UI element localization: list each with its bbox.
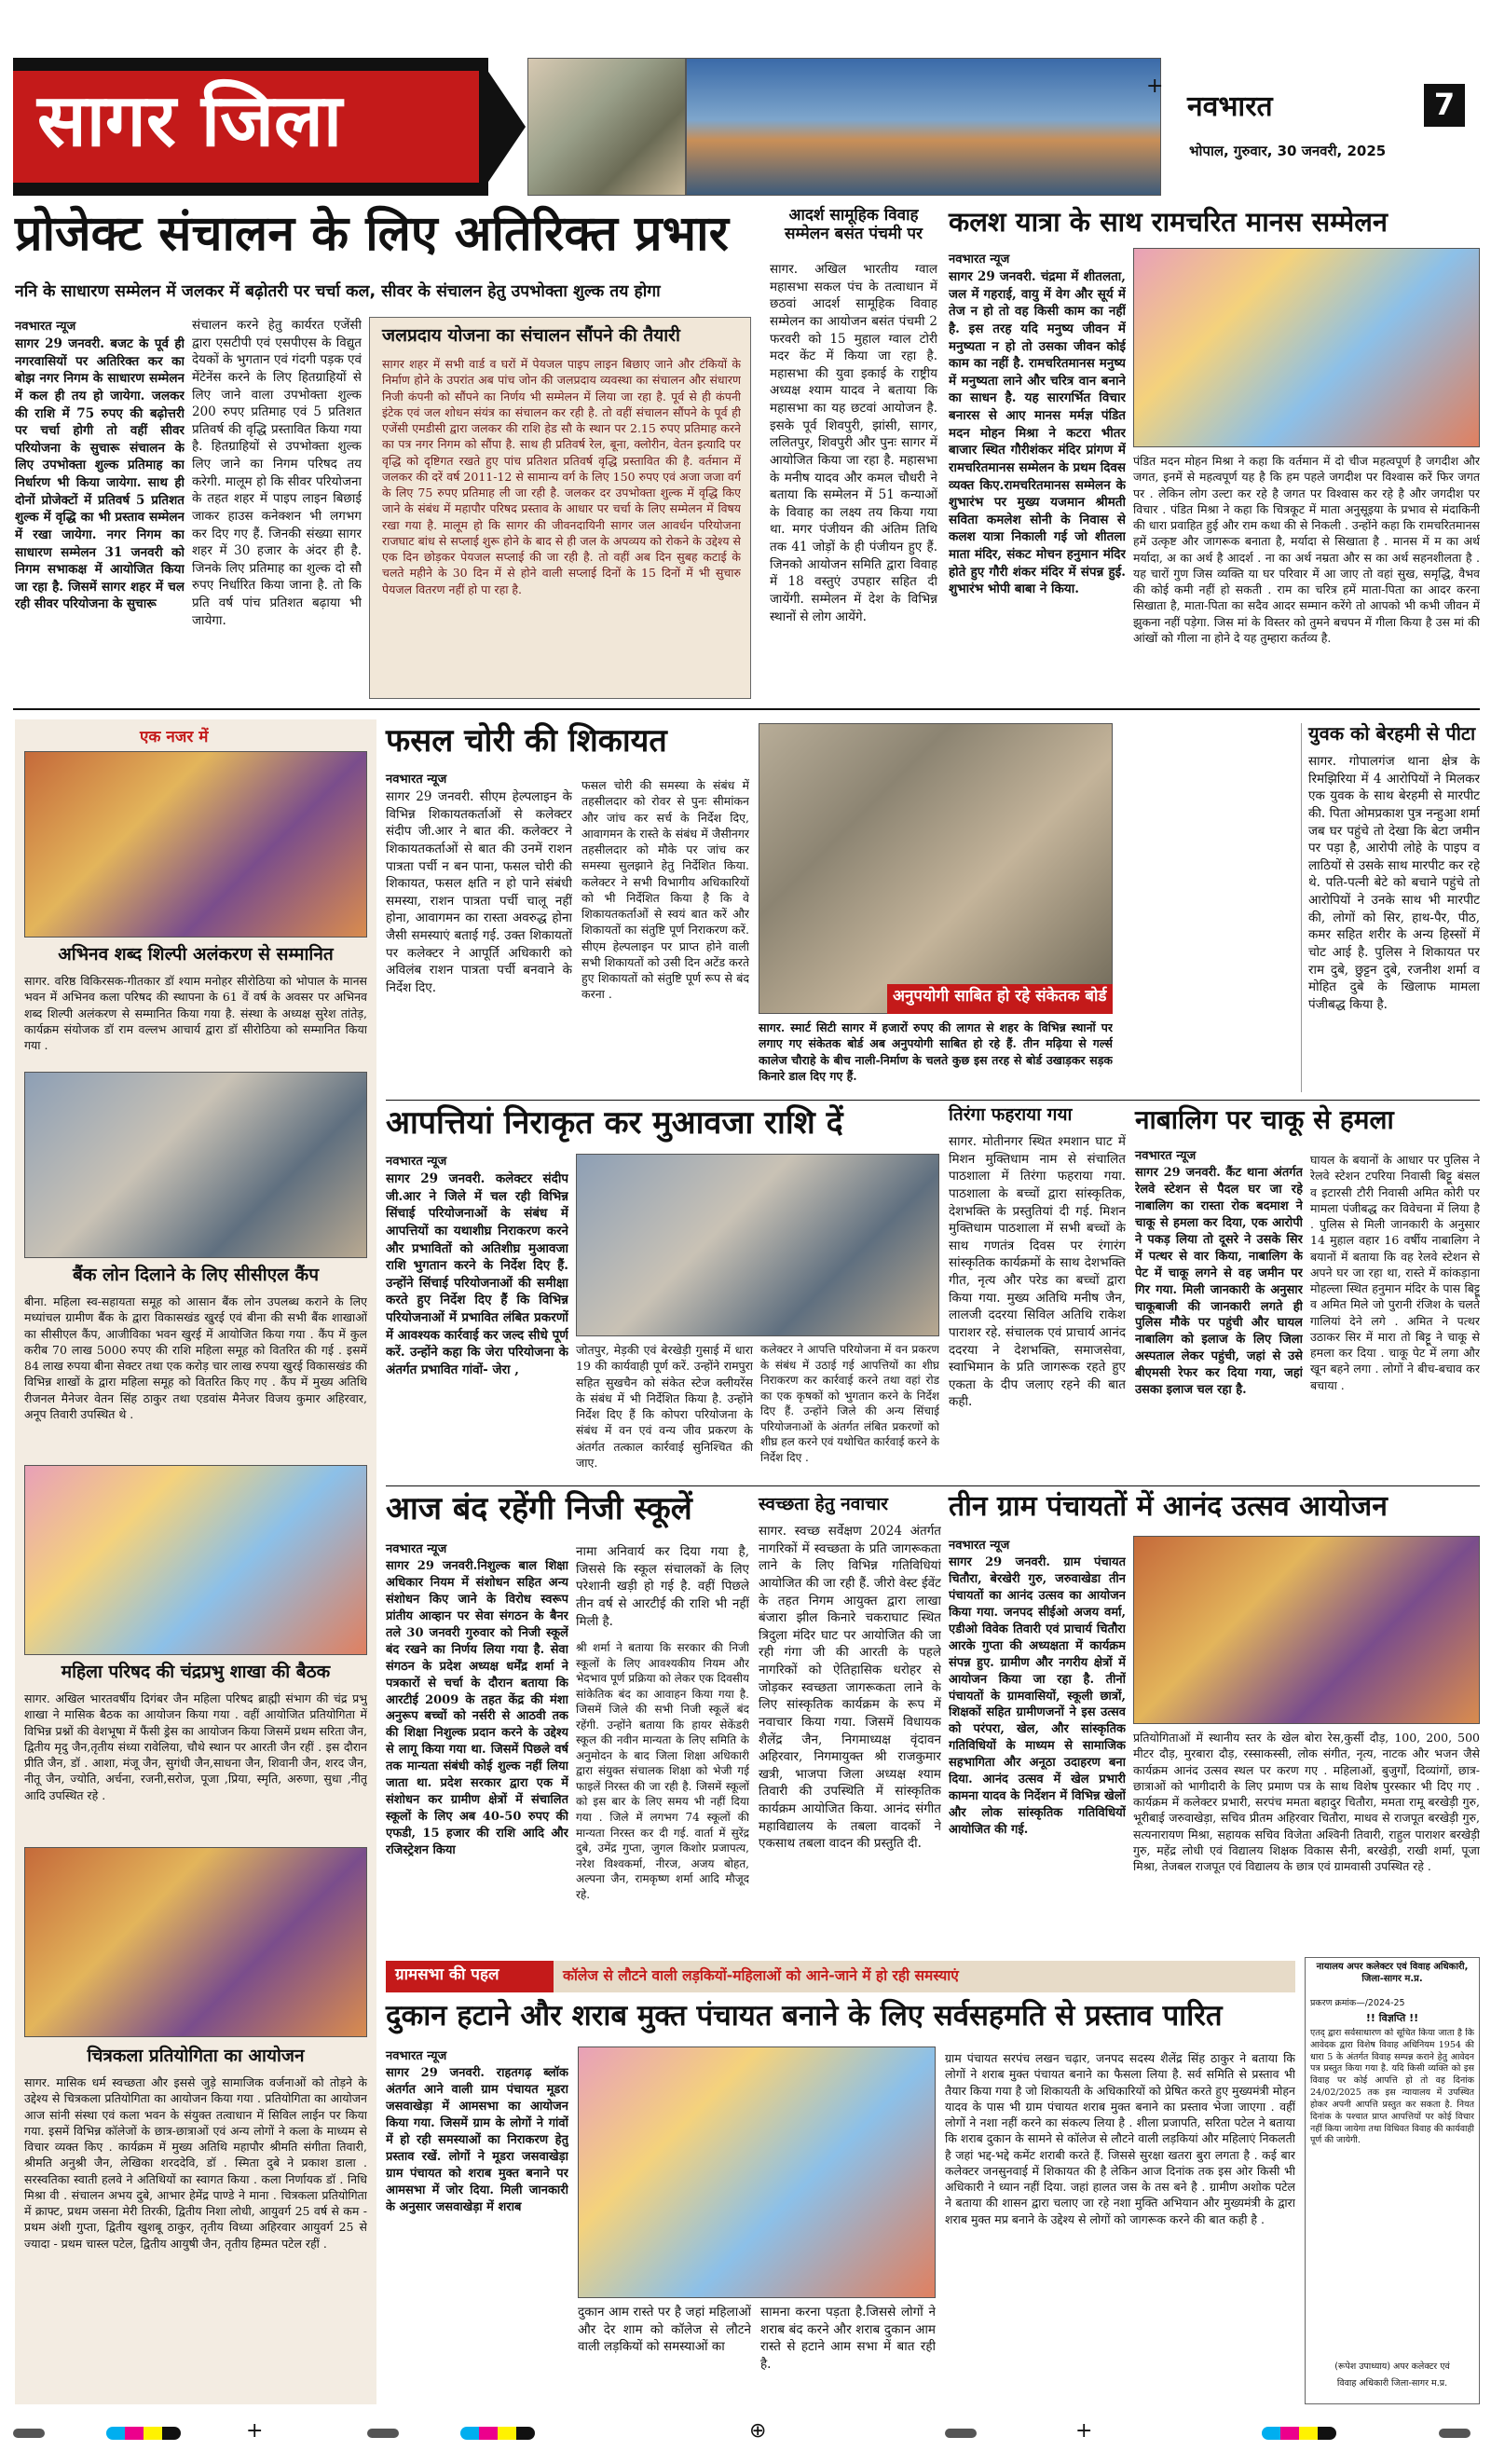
gramsabha-photo: [578, 2046, 936, 2298]
gramsabha-label: ग्रामसभा की पहल: [395, 1965, 499, 1984]
divider-row2: [386, 1100, 1480, 1101]
schools-headline: आज बंद रहेंगी निजी स्कूलें: [386, 1490, 692, 1527]
ek-nazar-photo4: [24, 1847, 367, 2037]
ek-nazar-item2-headline: बैंक लोन दिलाने के लिए सीसीएल कैंप: [72, 1265, 320, 1285]
cmyk-dots: [106, 2427, 181, 2440]
panchayat-headline: तीन ग्राम पंचायतों में आनंद उत्सव आयोजन: [949, 1490, 1388, 1523]
ek-nazar-item3-body: सागर. अखिल भारतवर्षीय दिगंबर जैन महिला परिषद ब्राह्मी संभाग की चंद्र प्रभु शाखा ने मासिक बैठक का आयोजन किया गया . वहीं आयोजित प्रतियोगिता में विभिन्न प्रश्नों की वेशभूषा में फैंसी ड्रेस का आयोजन किया जिसमें प्रथम सरिता जैन, द्वितीय मृदु जैन,तृतीय संध्या रावेलिया, चौथे स्थान पर आरती जैन रहीं . इस दौरान प्रीति जैन, डॉ . आशा, मंजू जैन, सुगंधी जैन,साधना जैन, शिवानी जैन, शरद जैन, नीतू जैन, ज्योति, अर्चना, रजनी,सरोज, पूजा ,प्रिया, स्मृति, अरुणा, सुधा ,नीतू आदि उपस्थित रहे .: [24, 1691, 367, 1802]
panchayat-body2: प्रतियोगिताओं में स्थानीय स्तर के खेल बोरा रेस,कुर्सी दौड़, 100, 200, 500 मीटर दौड़, मुरबारा दौड़, रस्साकस्सी, लोक संगीत, नृत्य, नाटक और भजन जैसे कार्यक्रम आनंद उत्सव स्थल पर करण गए . महिलाओं, बुजुर्गों, दिव्यांगों, छात्र-छात्राओं को भागीदारी के लिए प्रमाण पत्र के साथ विशेष पुरस्कार भी दिए गए . कार्यक्रम में कलेक्टर प्रभारी, सरपंच ममता बहादुर चितौरा, ममता रामू बरखेड़ी गुरु, भूरीबाई जरुवाखेड़ा, सचिव प्रीतम अहिरवार चितौरा, माधव से राजपूत बरखेड़ी गुरु, सत्यनारायण मिश्रा, सहायक सचिव विजेता अश्विनी तिवारी, राहुल पाराशर बरखेड़ी गुरु, महेंद्र लोधी एवं विद्यालय शिक्षक विकास सैनी, बरखेड़ी, राखी शर्मा, पूजा मिश्रा, तेजबल राजपूत एवं विद्यालय के छात्र एवं ग्रामवासी उपस्थित रहे .: [1133, 1731, 1480, 1873]
fasal-headline: फसल चोरी की शिकायत: [386, 722, 667, 760]
gramsabha-tagline: कॉलेज से लौटने वाली लड़कियों-महिलाओं को आने-जाने में हो रही समस्याएं: [563, 1967, 959, 1984]
gramsabha-body3: सामना करना पड़ता है.जिससे लोगों ने शराब बंद करने और शराब दुकान आम रास्ते से हटाने आम सभा में बात रही है.: [760, 2305, 936, 2372]
gramsabha-body4: ग्राम पंचायत सरपंच लखन चढ़ार, जनपद सदस्य शैलेंद्र सिंह ठाकुर ने बताया कि लोगों ने शराब मुक्त पंचायत बनाने का फैसला लिया है. सर्व समिति से प्रस्ताव भी तैयार किया गया है जो शिकायती के अधिकारियों को प्रेषित करते हुए मुख्यमंत्री मोहन यादव के पास भी ग्राम पंचायत शराब मुक्त बनाने का प्रस्ताव भेजा जाएगा . वहीं लोगों ने नशा नहीं करने का संकल्प लिया है . शीला प्रजापति, सरिता पटेल ने बताया कि शराब दुकान के सामने से कॉलेज से लौटने वाली लड़कियां और महिलाएं निकलती है जहां भद्द-भद्दे कमेंट शराबी करते हैं. जिससे सुरक्षा खतरा बुरा लगता है . कई बार कलेक्टर जनसुनवाई में शिकायत की है लेकिन आज दिनांक तक इस ओर किसी भी अधिकारी ने ध्यान नहीं दिया. जहां हालत जस के तस बने है . ग्रामीण अशोक पटेल ने बताया की शासन द्वारा चलाए जा रहे नशा मुक्ति अभियान और मुख्यमंत्री के द्वारा शराब मुक्त मप्र बनाने के उद्देश्य से लोगों को जागरूक करने की बात कही है .: [945, 2051, 1295, 2226]
swachhata-headline: स्वच्छता हेतु नवाचार: [759, 1494, 888, 1514]
ek-nazar-photo1: [24, 751, 367, 938]
kalash-headline: कलश यात्रा के साथ रामचरित मानस सम्मेलन: [949, 206, 1388, 238]
notice-title: !! विज्ञप्ति !!: [1365, 2012, 1419, 2024]
notice-sign1: (रूपेश उपाध्याय) अपर कलेक्टर एवं: [1334, 2361, 1450, 2372]
gramsabha-byline: नवभारत न्यूज: [386, 2049, 447, 2063]
aapatti-headline: आपत्तियां निराकृत कर मुआवजा राशि दें: [386, 1104, 843, 1142]
ek-nazar-label: एक नजर में: [140, 728, 209, 746]
brand-logo: नवभारत: [1187, 90, 1273, 123]
registration-mark: [1439, 2429, 1470, 2438]
ek-nazar-item1-body: सागर. वरिष्ठ विकिरसक-गीतकार डॉ श्याम मनोहर सीरोठिया को भोपाल के मानस भवन में अभिनव कला परिषद की स्थापना के 61 वें वर्ष के अवसर पर अभिनव शब्द शिल्पी अलंकरण से सम्मानित किया गया है. संस्था के अध्यक्ष सुरेश तांतेड़, कार्यक्रम संयोजक डॉ राम वल्लभ आचार्य द्वारा डॉ सीरोठिया को सम्मानित किया गया .: [24, 974, 367, 1052]
schools-body: सागर 29 जनवरी.निशुल्क बाल शिक्षा अधिकार नियम में संशोधन सहित अन्य संशोधन किए जाने के विरोध स्वरूप प्रांतीय आव्हान पर सेवा संगठन के बैनर तले 30 जनवरी गुरुवार को निजी स्कूलें बंद रखने का निर्णय लिया गया है. सेवा संगठन के प्रदेश अध्यक्ष धर्मेंद्र शर्मा ने पत्रकारों से चर्चा के दौरान बताया कि आरटीई 2009 के तहत केंद्र की मंशा अनुरूप बच्चों को नर्सरी से आठवी तक की शिक्षा निशुल्क प्रदान करने के उद्देश्य से लागू किया गया था. जिसमें पिछले वर्ष तक मान्यता संबंधी कोई शुल्क नहीं लिया जाता था. प्रदेश सरकार द्वारा एक में संशोधन कर ग्रामीण क्षेत्रों में संचालित स्कूलों के लिए अब 40-50 रुपए की एफडी, 15 हजार की राशि आदि और रजिस्ट्रेशन किया: [386, 1559, 568, 1857]
notice-sign2: विवाह अधिकारी जिला-सागर म.प्र.: [1336, 2378, 1448, 2389]
page-number: 7: [1433, 87, 1456, 122]
notice-body: एतद् द्वारा सर्वसाधारण को सूचित किया जाता है कि आवेदक द्वारा विशेष विवाह अधिनियम 1954 की धारा 5 के अंतर्गत विवाह सम्पन्न कराने हेतु आवेदन पत्र प्रस्तुत किया गया है. यदि किसी व्यक्ति को इस विवाह पर कोई आपत्ति हो तो वह दिनांक 24/02/2025 तक इस न्यायालय में उपस्थित होकर अपनी आपत्ति प्रस्तुत कर सकता है. नियत दिनांक के पश्चात प्राप्त आपत्तियों पर कोई विचार नहीं किया जायेगा तथा विधिवत विवाह की कार्यवाही पूर्ण की जायेगी.: [1310, 2028, 1474, 2146]
chaku-body2: घायल के बयानों के आधार पर पुलिस ने रेलवे स्टेशन टपरिया निवासी बिट्टू बंसल व इटारसी टौरी निवासी अमित कोरी पर मामला पंजीबद्ध कर विवेचना में लिया है . पुलिस से मिली जानकारी के अनुसार 14 मुहाल वहार 16 वर्षीय नाबालिग ने बयानों में बताया कि वह रेलवे स्टेशन से अपने घर जा रहा था, रास्ते में कांकड़ाना मोहल्ला स्थित हनुमान मंदिर के पास बिट्टू व अमित मिले जो पुरानी रंजिश के चलते गालियां देने लगे . अमित ने पत्थर उठाकर सिर में मारा तो बिट्टू ने चाकू से हमला कर दिया . चाकू पेट में लगा और खून बहने लगा . लोगों ने बीच-बचाव कर बचाया .: [1310, 1153, 1480, 1392]
vivah-headline: आदर्श सामूहिक विवाह सम्मेलन बसंत पंचमी पर: [785, 206, 923, 243]
board-photo: [759, 723, 1113, 1014]
aapatti-body3: कलेक्टर ने आपत्ति परियोजना में वन प्रकरण के संबंध में उठाई गई आपत्तियों का शीघ्र निराकरण कर कार्रवाई करने तथा वहां रोड का एक कृषकों को भुगतान करने के निर्देश दिए हैं. उन्होंने जिले की अन्य सिंचाई परियोजनाओं के अंतर्गत लंबित प्रकरणों को शीघ्र हल करने एवं यथोचित कार्रवाई करने के निर्देश दिए .: [760, 1343, 939, 1464]
lead-col2: संचालन करने हेतु कार्यरत एजेंसी द्वारा एसटीपी एवं एसपीएस के विद्युत देयकों के भुगतान एवं गंदगी पड़क एवं मेंटेनेंस करने के लिए हितग्राहियों से लिए जाने वाला उपभोक्ता शुल्क 200 रुपए प्रतिमाह एवं 5 प्रतिशत प्रतिवर्ष की वृद्धि प्रस्तावित किया गया है. हितग्राहियों से उपभोक्ता शुल्क लिए जाने का निगम परिषद तय करेगी. मालूम हो कि सीवर परियोजना के तहत शहर में पाइप लाइन बिछाई जाकर हाउस कनेक्शन भी लगभग कर दिए गए हैं. जिनकी संख्या सागर शहर में 30 हजार के अंदर ही है. जिनके लिए प्रतिमाह का शुल्क दो सौ रुपए निर्धारित किया जाना है. तो कि प्रति वर्ष पांच प्रतिशत बढ़ाया भी जायेगा.: [192, 318, 362, 628]
masthead: [13, 58, 1478, 196]
schools-body2: नामा अनिवार्य कर दिया गया है, जिससे कि स्कूल संचालकों के लिए परेशानी खड़ी हो गई है. वहीं पिछले तीन वर्ष से आरटीई की राशि भी नहीं मिली है.: [576, 1544, 749, 1629]
fasal-body: सागर 29 जनवरी. सीएम हेल्पलाइन के विभिन्न शिकायतकर्ताओं से कलेक्टर संदीप जी.आर ने बात की. कलेक्टर ने शिकायतकर्ताओं से बात की उनमें राशन पात्रता पर्ची न बन पाना, फसल चोरी की शिकायत, फसल क्षति न हो पाने संबंधी समस्या, राशन पात्रता पर्ची चालू नहीं होना, आवागमन का रास्ता अवरुद्ध होना जैसी समस्याएं बताई गई. उक्त शिकायतों पर कलेक्टर ने आपूर्ति अधिकारी को अविलंब राशन पात्रता पर्ची बनवाने के निर्देश दिए.: [386, 789, 572, 995]
crop-mark-icon: +: [1146, 75, 1164, 98]
panchayat-body: सागर 29 जनवरी. ग्राम पंचायत चितौरा, बेरखेरी गुरु, जरुवाखेडा तीन पंचायतों का आनंद उत्सव का आयोजन किया गया. जनपद सीईओ अजय वर्मा, एडीओ विवेक तिवारी एवं प्राचार्य चितौरा आरके गुप्ता की अध्यक्षता में कार्यक्रम संपन्न हुए. ग्रामीण और नगरीय क्षेत्रों में आयोजन किया जा रहा है. तीनों पंचायतों के ग्रामवासियों, स्कूली छात्रों, शिक्षकों सहित ग्रामीणजनों ने इस उत्सव को परंपरा, खेल, और सांस्कृतिक गतिविधियों के माध्यम से सामाजिक सहभागिता और अनूठा उदाहरण बना दिया. आनंद उत्सव में खेल प्रभारी कामना यादव के निर्देशन में विभिन्न खेलों और लोक सांस्कृतिक गतिविधियों आयोजित की गई.: [949, 1555, 1126, 1837]
lead-sidebar-title: जलप्रदाय योजना का संचालन सौंपने की तैयारी: [382, 325, 680, 346]
divider-row3: [386, 1485, 1480, 1486]
footer-registration: [13, 2419, 1478, 2447]
aapatti-body2: जोतपुर, मेड़की एवं बेरखेड़ी गुसाई में धारा 19 की कार्यवाही पूर्ण करें. उन्होंने रामपुरा सहित सुखचैन को संकेत स्टेज क्लीयरेंस के संबंध में भी निर्देशित किया है. उन्होंने निर्देश दिए हैं कि कोपरा परियोजना के संबंध में वन एवं वन्य जीव प्रकरण के अंतर्गत तत्काल कार्रवाई सुनिश्चित की जाए.: [576, 1343, 753, 1470]
lead-deck: ननि के साधारण सम्मेलन में जलकर में बढ़ोतरी पर चर्चा कल, सीवर के संचालन हेतु उपभोक्ता शुल्क तय होगा: [15, 282, 661, 301]
kalash-body2: पंडित मदन मोहन मिश्रा ने कहा कि वर्तमान में दो चीज महत्वपूर्ण है जगदीश और जगत, इनमें से महत्वपूर्ण यह है कि हम पहले जगदीश पर विश्वास करें फिर जगत पर . लेकिन लोग उल्टा कर रहे है जगत पर विश्वास कर रहे है और जगदीश पर विचार . पंडित मिश्रा ने कहा कि चित्रकूट में माता अनुसूइया के प्रभाव से मंदाकिनी की धारा प्रवाहित हुई और राम कथा की से निकली . उन्होंने कहा कि रामचरितमानस हमें उत्कृष्ट और जागरूक बनाता है, मर्यादा से सिखाता है . मानस में म का अर्थ मर्यादा, अ का अर्थ है आदर्श . ना का अर्थ नम्रता और स का अर्थ सहनशीलता है . यह चारों गुण जिस व्यक्ति या घर परिवार में आ जाए तो वहां सुख, समृद्धि, वैभव की कोई कमी नहीं हो सकती . राम का चरित्र हमें माता-पिता का आदर करना सिखाता है, माता-पिता का सदैव आदर सम्मान करेंगे तो आपको भी कभी जीवन में झुकना नहीं पड़ेगा. जिस मां के विस्तर को तुमने बचपन में गीला किया है उस मां की आंखों को गीला ना होने दे यह तुम्हारा कर्तव्य है.: [1133, 454, 1480, 645]
yuvak-divider: [1301, 723, 1302, 1092]
tiranga-headline: तिरंगा फहराया गया: [949, 1104, 1073, 1125]
banner-triangle: [479, 58, 526, 196]
ek-nazar-photo2: [24, 1072, 367, 1258]
chaku-byline: नवभारत न्यूज: [1135, 1149, 1197, 1163]
crop-mark-icon: +: [246, 2419, 264, 2443]
banner-photo-lake: [686, 58, 1164, 196]
registration-mark: [945, 2429, 977, 2438]
swachhata-body: सागर. स्वच्छ सर्वेक्षण 2024 अंतर्गत नागरिकों में स्वच्छता के प्रति जागरूकता लाने के लिए विभिन्न गतिविधियां आयोजित की जा रही हैं. जीरो वेस्ट ईवेंट के तहत निगम आयुक्त द्वारा लाखा बंजारा झील किनारे चकराघाट स्थित त्रिदुला मंदिर घाट पर आयोजित की जा रही गंगा जी की आरती के पहले नागरिकों को ऐतिहासिक धरोहर से जोड़कर स्वच्छता जागरूकता लाने के लिए सांस्कृतिक कार्यक्रम के रूप में नवाचार किया गया. जिसमें विधायक शैलेंद्र जैन, निगमाध्यक्ष वृंदावन अहिरवार, निगमायुक्त श्री राजकुमार खत्री, भाजपा जिला अध्यक्ष श्याम तिवारी की उपस्थिति में सांस्कृतिक कार्यक्रम आयोजित किया. आनंद संगीत महाविद्यालय के तबला वादकों ने एकसाथ तबला वादन की प्रस्तुति दी.: [759, 1524, 941, 1852]
ek-nazar-photo3: [24, 1465, 367, 1655]
panchayat-photo: [1133, 1536, 1480, 1724]
gramsabha-headline: दुकान हटाने और शराब मुक्त पंचायत बनाने के लिए सर्वसहमति से प्रस्ताव पारित: [386, 1999, 1223, 2033]
lead-col1: सागर 29 जनवरी. बजट के पूर्व ही नगरवासियों पर अतिरिक्त कर का बोझ नगर निगम के साधारण सम्मेलन में कल ही तय हो जायेगा. जलकर की राशि में 75 रुपए की बढ़ोत्तरी पर चर्चा होगी तो वहीं सीवर परियोजना के सुचारू संचालन के लिए उपभोक्ता शुल्क प्रतिमाह का निर्धारण भी किया जायेगा. साथ ही दोनों प्रोजेक्टों में प्रतिवर्ष 5 प्रतिशत शुल्क में वृद्धि का भी प्रस्ताव सम्मेलन में रखा जायेगा. नगर निगम का साधारण सम्मेलन 31 जनवरी को निगम सभाकक्ष में आयोजित किया जा रहा है. जिसमें सागर शहर में चल रही सीवर परियोजना के सुचारू: [15, 336, 185, 612]
schools-body3: श्री शर्मा ने बताया कि सरकार की निजी स्कूलों के लिए आवश्यकीय नियम और भेदभाव पूर्ण प्रक्रिया को लेकर एक दिवसीय सांकेतिक बंद का आवाहन किया गया है. जिसमें जिले की सभी निजी स्कूलें बंद रहेंगी. उन्होंने बताया कि हायर सेकेंडरी स्कूल की नवीन मान्यता के लिए समिति के अनुमोदन के बाद जिला शिक्षा अधिकारी द्वारा संयुक्त संचालक शिक्षा को भेजी गई फाइलें निरस्त की जा रही है. जिसमें स्कूलों को इस बार के लिए समय भी नहीं दिया गया . जिले में लगभग 74 स्कूलों की मान्यता निरस्त कर दी गई. वार्ता में सुरेंद्र दुबे, उमेंद्र गुप्ता, जुगल किशोर प्रजापत्य, नरेश विश्वकर्मा, नीरज, अजय बोहत, अल्पना जैन, रामकृष्ण शर्मा आदि मौजूद रहे.: [576, 1641, 749, 1901]
fasal-body2: फसल चोरी की समस्या के संबंध में तहसीलदार को रोवर से पुनः सीमांकन और जांच कर सर्च के निर्देश दिए, आवागमन के रास्ते के संबंध में जैसीनगर तहसीलदार को मौके पर जांच कर समस्या सुलझाने हेतु निर्देशित किया. कलेक्टर ने सभी विभागीय अधिकारियों को भी निर्देशित किया है कि वे शिकायतकर्ताओं से स्वयं बात करें और शिकायतों का संतुष्टि पूर्ण निराकरण करें. सीएम हेल्पलाइन पर प्राप्त होने वाली सभी शिकायतों को उसी दिन अटेंड करते हुए शिकायतों को संतुष्टि पूर्ण रूप से बंद करना .: [581, 778, 749, 1002]
cmyk-dots: [460, 2427, 535, 2440]
tiranga-body: सागर. मोतीनगर स्थित श्मशान घाट में मिशन मुक्तिधाम नाम से संचालित पाठशाला में तिरंगा फहराया गया. पाठशाला के बच्चों द्वारा सांस्कृतिक, देशभक्ति के प्रस्तुतियां दी गई. मिशन मुक्तिधाम पाठशाला में सभी बच्चों के साथ गणतंत्र दिवस पर रंगारंग सांस्कृतिक कार्यक्रमों के साथ देशभक्ति गीत, नृत्य और परेड का बच्चों द्वारा किया गया. मुख्य अतिथि मनीष जैन, लालजी ददरया सिविल अतिथि राकेश पाराशर रहे. संचालक एवं प्राचार्य आनंद ददरया ने देशभक्ति, समाजसेवा, स्वाभिमान के प्रति जागरूक रहते हुए एकता के दीप जलाए रहने की बात कही.: [949, 1134, 1126, 1410]
ek-nazar-item4-headline: चित्रकला प्रतियोगिता का आयोजन: [87, 2046, 305, 2066]
schools-byline: नवभारत न्यूज: [386, 1542, 447, 1556]
chaku-body: सागर 29 जनवरी. कैंट थाना अंतर्गत रेलवे स्टेशन से पैदल घर जा रहे नाबालिग का रास्ता रोक बदमाश ने चाकू से हमला कर दिया, एक आरोपी ने पकड़ लिया तो दूसरे ने उसके सिर में पत्थर से वार किया, नाबालिग के पेट में चाकू लगने से वह जमीन पर गिर गया. मिली जानकारी के अनुसार चाकूबाजी की जानकारी लगते ही पुलिस मौके पर पहुंची और घायल नाबालिग को इलाज के लिए जिला अस्पताल लेकर पहुंची, जहां से उसे बीएमसी रेफर कर दिया गया, जहां उसका इलाज चल रहा है.: [1135, 1166, 1303, 1398]
dateline: भोपाल, गुरुवार, 30 जनवरी, 2025: [1189, 143, 1387, 159]
lead-headline: प्रोजेक्ट संचालन के लिए अतिरिक्त प्रभार: [15, 206, 729, 262]
registration-mark: [13, 2429, 45, 2438]
board-caption: सागर. स्मार्ट सिटी सागर में हजारों रुपए की लागत से शहर के विभिन्न स्थानों पर लगाए गए संकेतक बोर्ड अब अनुपयोगी साबित हो रहे हैं. तीन मढ़िया से गर्ल्स कालेज चौराहे के बीच नाली-निर्माण के चलते कुछ इस तरह से बोर्ड उखाड़कर सड़क किनारे डाल दिए गए हैं.: [759, 1020, 1113, 1083]
cmyk-dots: [1262, 2427, 1336, 2440]
yuvak-body: सागर. गोपालगंज थाना क्षेत्र के रिमझिरिया में 4 आरोपियों ने मिलकर एक युवक के साथ बेरहमी से मारपीट की. पिता ओमप्रकाश पुत्र नन्हुआ शर्मा जब घर पहुंचे तो देखा कि बेटा जमीन पर पड़ा है, आरोपी लोहे के पाइप व लाठियों से उसके साथ मारपीट कर रहे थे. पति-पत्नी बेटे को बचाने पहुंचे तो आरोपियों ने उनके साथ भी मारपीट की, लोगों को सिर, हाथ-पैर, पीठ, कमर सहित शरीर के अन्य हिस्सों में चोट आई है. पुलिस ने शिकायत पर राम दुबे, छुट्टन दुबे, रजनीश शर्मा व मोहित दुबे के खिलाफ मामला पंजीबद्ध किया है.: [1308, 754, 1480, 1012]
board-headline: अनुपयोगी साबित हो रहे संकेतक बोर्ड: [893, 987, 1107, 1006]
aapatti-byline: नवभारत न्यूज: [386, 1155, 447, 1169]
section-title: सागर जिला: [37, 79, 343, 163]
divider-row1: [13, 708, 1480, 710]
ek-nazar-item2-body: बीना. महिला स्व-सहायता समूह को आसान बैंक लोन उपलब्ध कराने के लिए मध्यांचल ग्रामीण बैंक के द्वारा विकासखंड खुरई एवं बीना की सभी बैंक शाखाओं का सीसीएल कैंप, आजीविका भवन खुरई में आयोजित किया गया . कैंप में कुल करीब 70 लाख 5000 रुपए की राशि महिला समूह को वितरित की गई . इसमें 84 लाख रुपया बीना सेक्टर तथा एक करोड़ चार लाख रुपया खुरई विकासखंड की विभिन्न शाखों के द्वारा महिला समूह को वितरित किए गए . कैंप में मुख्य अतिथि रीजनल मैनेजर वेतन सिंह ठाकुर तथा एडवांस मैनेजर विजय कुमार अहिरवार, अनूप तिवारी उपस्थित थे .: [24, 1294, 367, 1421]
notice-header: नायालय अपर कलेक्टर एवं विवाह अधिकारी, जिला-सागर म.प्र.: [1316, 1962, 1469, 1984]
banner-photo-fort: [527, 58, 686, 196]
ek-nazar-item4-body: सागर. मासिक धर्म स्वच्छता और इससे जुड़े सामाजिक वर्जनाओं को तोड़ने के उद्देश्य से चित्रकला प्रतियोगिता का आयोजन किया गया . प्रतियोगिता का आयोजन आज सांनी संस्था एवं कला भवन के संयुक्त तत्वाधान में सिविल लाईन पर किया गया. इसमें विभिन्न कॉलेजों के छात्र-छात्राओं एवं अन्य लोगों ने कला के माध्यम से विचार व्यक्त किए . कार्यक्रम में मुख्य अतिथि महापौर श्रीमति संगीता तिवारी, श्रीमति अनुश्री जैन, लेखिका शरददेवि, डॉ . स्मिता दुबे ने प्रकाश डाला . सरस्वतिका स्वाती हलवे ने अतिथियों का स्वागत किया . कला निर्णायक डॉ . निधि मिश्रा वी . संचालन अभय दुबे, आभार हेमेंद्र पाण्डे ने माना . चित्रकला प्रतियोगिता में क्राफ्ट, प्रथम जसना मेरी तिरकी, द्वितीय निशा लोधी, आयुवर्ग 25 वर्ष से कम - प्रथम अंशी गुप्ता, द्वितीय खुशबू ठाकुर, तृतीय विध्या अहिरवार आयुवर्ग 25 से ज्यादा - प्रथम चास्ल पटेल, द्वितीय आयुषी जैन, तृतीय हिम्मत पटेल रहीं .: [24, 2075, 367, 2251]
chaku-headline: नाबालिग पर चाकू से हमला: [1135, 1104, 1394, 1135]
registration-mark: [367, 2429, 399, 2438]
fasal-byline: नवभारत न्यूज: [386, 773, 447, 787]
kalash-photo: [1133, 248, 1480, 447]
aapatti-body: सागर 29 जनवरी. कलेक्टर संदीप जी.आर ने जिले में चल रही विभिन्न सिंचाई परियोजनाओं के संबंध में आपत्तियों का यथाशीघ्र निराकरण करने और प्रभावितों को अतिशीघ्र मुआवजा राशि भुगतान करने के निर्देश दिए हैं. उन्होंने सिंचाई परियोजनाओं की समीक्षा करते हुए निर्देश दिए हैं कि विभिन्न परियोजनाओं में प्रभावित लंबित प्रकरणों में आवश्यक कार्रवाई कर जल्द सीधे पूर्ण करें. उन्होंने कहा कि जेरा परियोजना के अंतर्गत प्रभावित गांवों- जेरा ,: [386, 1171, 568, 1377]
lead-sidebar-text: सागर शहर में सभी वार्ड व घरों में पेयजल पाइप लाइन बिछाए जाने और टंकियों के निर्माण होने के उपरांत अब पांच जोन की जलप्रदाय व्यवस्था का संचालन और संधारण निजी कंपनी को सौंपने का निर्णय भी सम्मेलन में लिया जा रहा है. पूर्व से ही कंपनी इंटेक एवं जल शोधन संयंत्र का संचालन कर रही है. तो वहीं संचालन सौंपने के पूर्व ही एजेंसी एमडीसी द्वारा जलकर की राशि हेड सौ के स्थान पर 2.15 रुपए प्रतिमाह करने का पत्र नगर निगम को सौंपा है. साथ ही प्रतिवर्ष रेल, बूना, क्लोरीन, वेतन इत्यादि पर वृद्धि को दृष्टिगत रखते हुए पांच प्रतिशत प्रतिवर्ष वृद्धि प्रस्तावित की है. वर्तमान में जलकर की दरें वर्ष 2011-12 से सामान्य वर्ग के लिए 150 रुपए एवं अजा जजा वर्ग के लिए 75 रुपए प्रतिमाह ली जा रही है. जलकर दर उपभोक्ता शुल्क में वृद्धि किए जाने के संबंध में महापौर परिषद प्रस्ताव के आधार पर चर्चा के लिए सम्मेलन में विषय रखा गया है. मालूम हो कि सागर की जीवनदायिनी सागर जल आवर्धन परियोजना राजघाट बांध से सप्लाई शुरू होने के बाद से ही जल के अपव्यय को रोकने के उद्देश्य से एक दिन छोड़कर पेयजल सप्लाई की जा रही है. तो वहीं अब दिन सुबह कटाई के चलते महीने के 30 दिन में से होने वाली सप्लाई दिनों के 15 दिनों में भी सुचारु पेयजल वितरण नहीं हो पा रहा है.: [382, 357, 741, 596]
kalash-byline: नवभारत न्यूज: [949, 253, 1010, 267]
crop-mark-icon: ⊕: [749, 2419, 767, 2443]
kalash-body: सागर 29 जनवरी. चंद्रमा में शीतलता, जल में गहराई, वायु में वेग और सूर्य में तेज न हो तो वह किसी काम का नहीं है. इस तरह यदि मनुष्य जीवन में मनुष्यता न हो तो उसका जीवन कोई काम का नहीं है. रामचरितमानस मनुष्य में मनुष्यता लाने और चरित्र वान बनाने का साधन है. यह सारगर्भित विचार बनारस से आए मानस मर्मज्ञ पंडित मदन मोहन मिश्रा ने कटरा भीतर बाजार स्थित गौरीशंकर मंदिर प्रांगण में रामचरितमानस सम्मेलन के प्रथम दिवस व्यक्त किए.रामचरितमानस सम्मेलन के शुभारंभ पर मुख्य यजमान श्रीमती सविता कमलेश सोनी के निवास से कलश यात्रा निकाली गई जो शीतला माता मंदिर, संकट मोचन हनुमान मंदिर होते हुए गौरी शंकर मंदिर में संपन्न हुई. शुभारंभ भोपी बाबा ने किया.: [949, 269, 1126, 597]
notice-case-no: प्रकरण क्रमांक—/2024-25: [1310, 1998, 1405, 2008]
ek-nazar-item1-headline: अभिनव शब्द शिल्पी अलंकरण से सम्मानित: [58, 944, 334, 965]
gramsabha-body2: दुकान आम रास्ते पर है जहां महिलाओं और देर शाम को कॉलेज से लौटने वाली लड़कियों को समस्याओं का: [578, 2305, 751, 2355]
gramsabha-body: सागर 29 जनवरी. राहतगढ़ ब्लॉक अंतर्गत आने वाली ग्राम पंचायत मूडरा जसवाखेड़ा में आमसभा का आयोजन किया गया. जिसमें ग्राम के लोगों ने गांवों में हो रही समस्याओं का निराकरण हेतु प्रस्ताव रखें. लोगों ने मूडरा जसवाखेड़ा ग्राम पंचायत को शराब मुक्त बनाने पर आमसभा में जोर दिया. मिली जानकारी के अनुसार जसवाखेड़ा में शराब: [386, 2066, 568, 2214]
lead-byline: नवभारत न्यूज: [15, 320, 76, 334]
panchayat-byline: नवभारत न्यूज: [949, 1539, 1010, 1553]
crop-mark-icon: +: [1075, 2419, 1093, 2443]
yuvak-headline: युवक को बेरहमी से पीटा: [1308, 722, 1476, 745]
ek-nazar-item3-headline: महिला परिषद की चंद्रप्रभु शाखा की बैठक: [61, 1662, 331, 1682]
vivah-body: सागर. अखिल भारतीय ग्वाल महासभा सकल पंच के तत्वाधान में छठवां आदर्श सामूहिक विवाह सम्मेलन का आयोजन बसंत पंचमी 2 फरवरी को 15 मुहाल ग्वाल टोरी मदर केंट में किया जा रहा है. महासभा की युवा इकाई के राष्ट्रीय अध्यक्ष श्याम यादव ने बताया कि महासभा का यह छटवां आयोजन है. इसके पूर्व शिवपुरी, झांसी, सागर, ललितपुर, शिवपुरी और पुनः सागर में आयोजित किया जा रहा है. महासभा के मनीष यादव और कमल चौधरी ने बताया कि सम्मेलन में 51 कन्याओं के विवाह का लक्ष्य तय किया गया था. मगर पंजीयन की अंतिम तिथि तक 41 जोड़ों के ही पंजीयन हुए हैं. जिनको आयोजन समिति द्वारा विवाह में 18 वस्तुएं उपहार सहित दी जायेंगी. सम्मेलन में देश के विभिन्न स्थानों से लोग आयेंगे.: [770, 262, 937, 624]
aapatti-photo: [576, 1154, 939, 1336]
